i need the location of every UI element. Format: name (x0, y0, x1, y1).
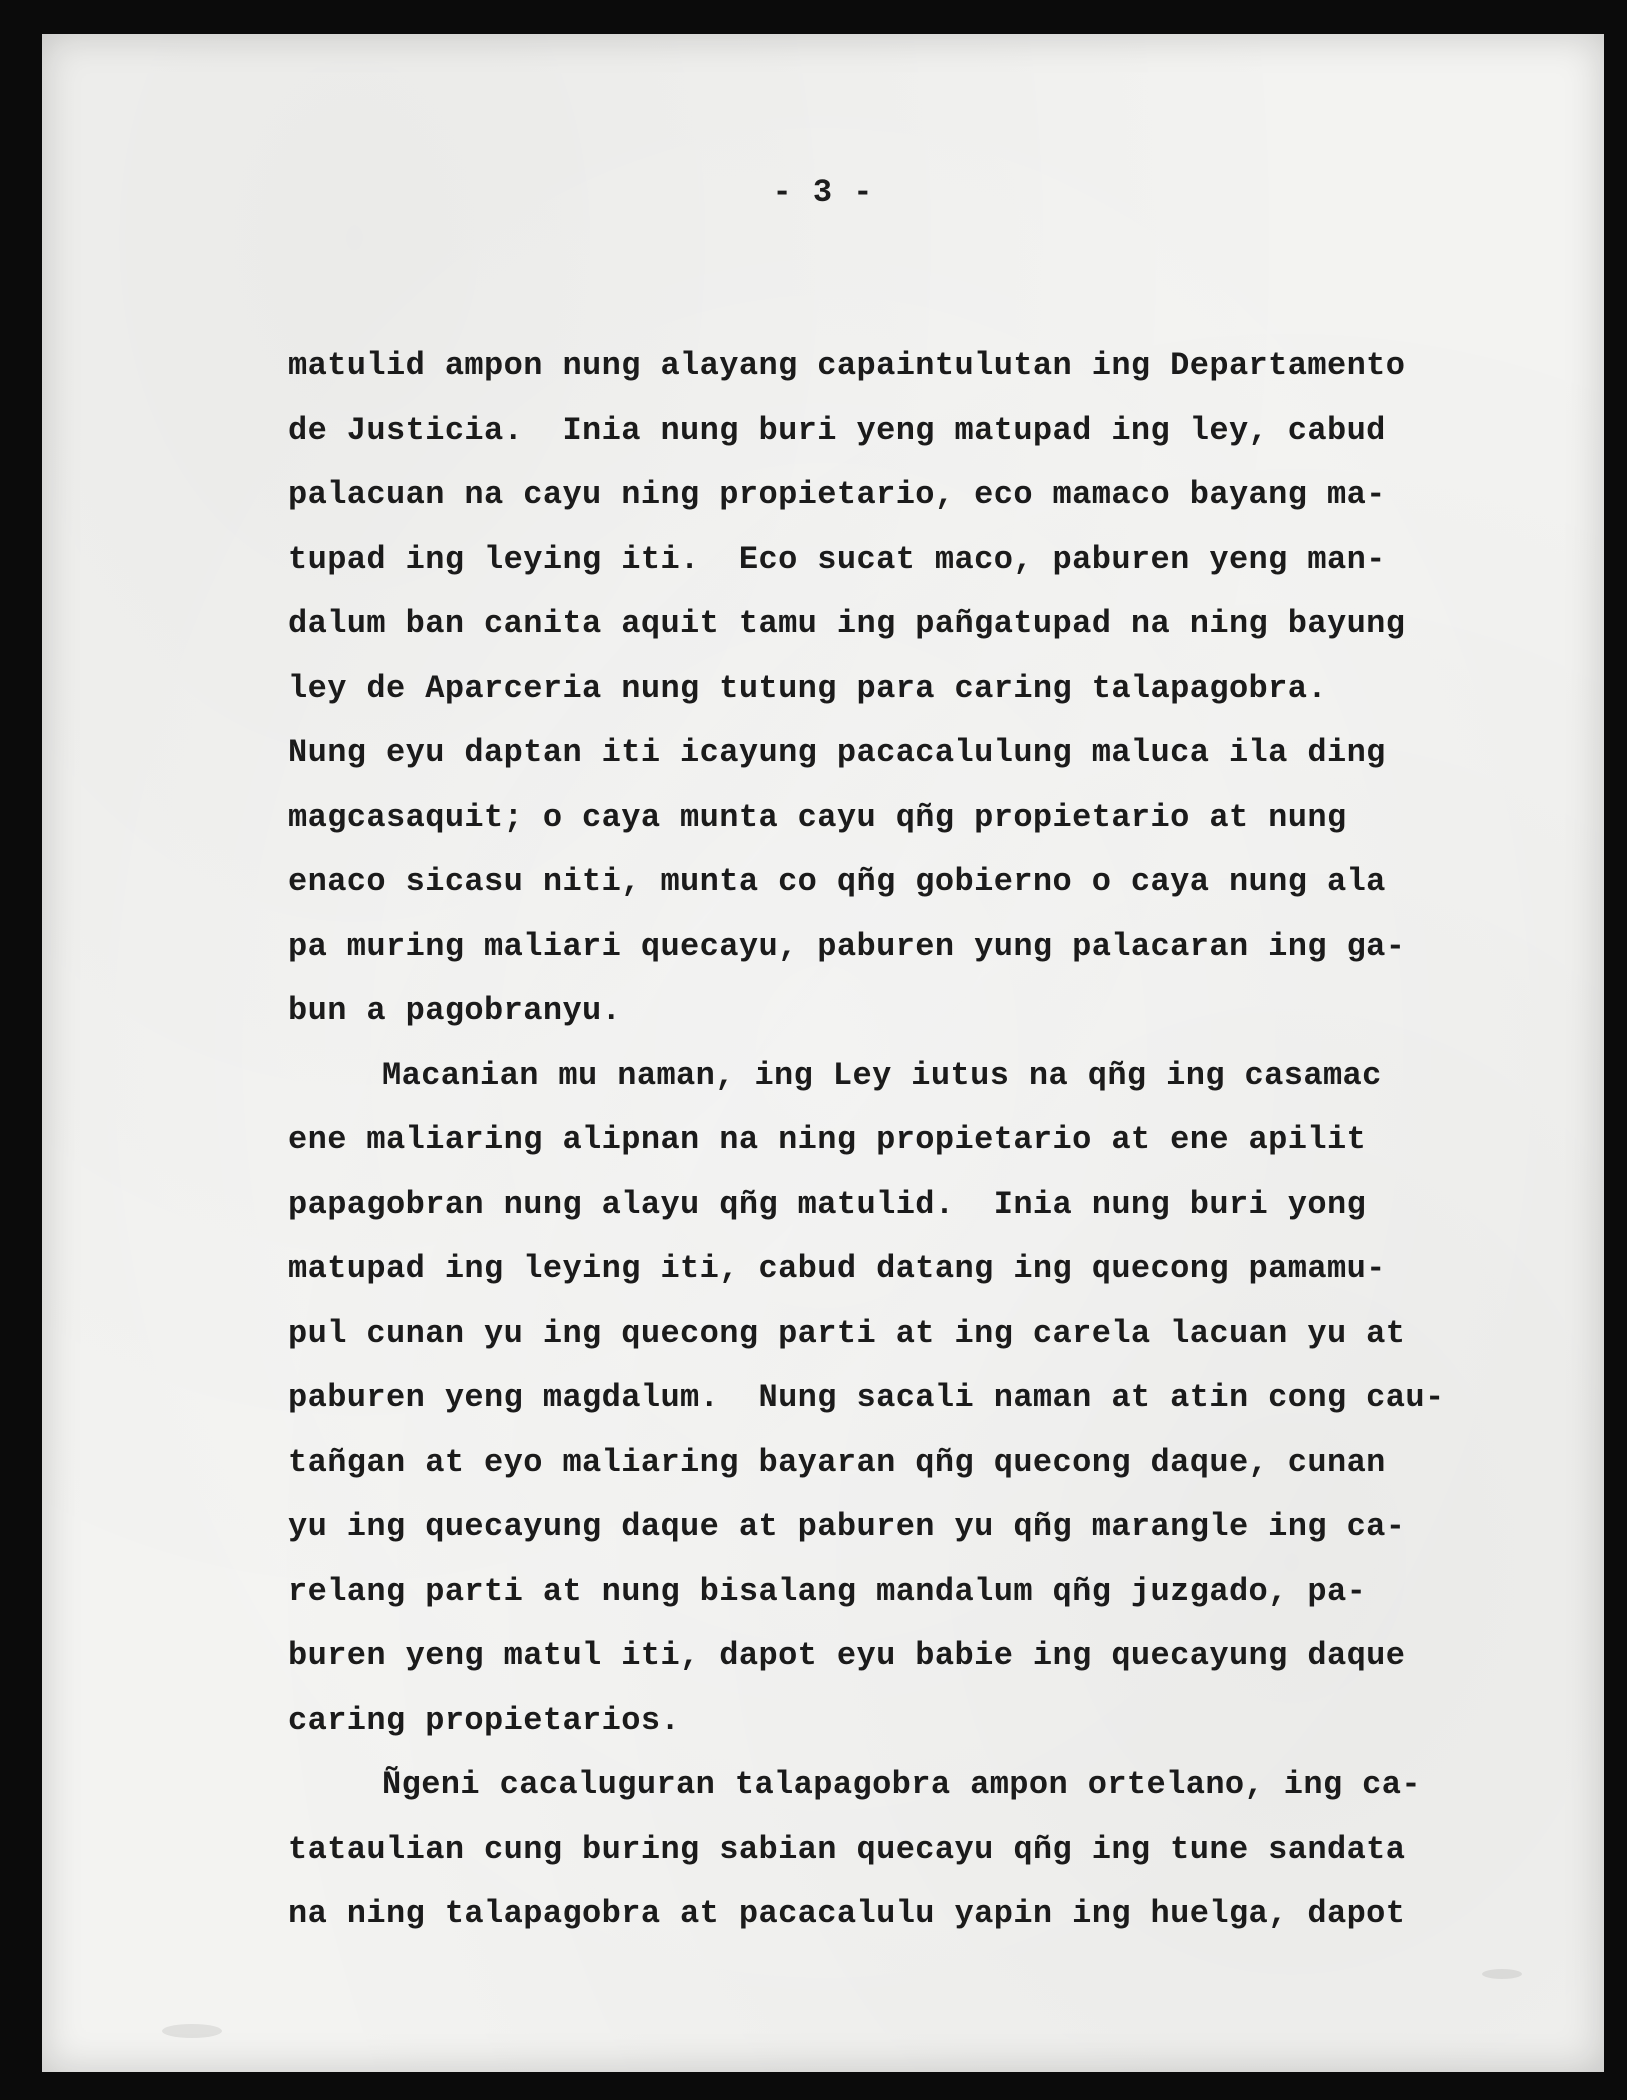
text-line: enaco sicasu niti, munta co qñg gobierno o caya nung ala (288, 863, 1386, 900)
text-line: relang parti at nung bisalang mandalum qñg juzgado, pa- (288, 1572, 1367, 1610)
text-line: tataulian cung buring sabian quecayu qñg ing tune sandata (288, 1830, 1406, 1868)
document-body (288, 334, 1445, 1947)
text-line: de Justicia. Inia nung buri yeng matupad ing ley, cabud (288, 411, 1386, 449)
page-number: - 3 - (772, 174, 874, 211)
text-line: ley de Aparceria nung tutung para caring talapagobra. (288, 669, 1327, 707)
text-line: palacuan na cayu ning propietario, eco mamaco bayang ma- (288, 476, 1386, 513)
text-line: bun a pagobranyu. (288, 992, 622, 1029)
paragraph (288, 1044, 1445, 1754)
text-line: caring propietarios. (288, 1701, 681, 1739)
text-line: ene maliaring alipnan na ning propietario at ene apilit (288, 1121, 1367, 1158)
text-line: dalum ban canita aquit tamu ing pañgatupad na ning bayung (288, 605, 1406, 642)
paragraph (288, 1753, 1438, 1947)
text-line: matulid ampon nung alayang capaintulutan ing Departamento (288, 347, 1406, 384)
text-line: yu ing quecayung daque at paburen yu qñg marangle ing ca- (288, 1508, 1406, 1545)
text-line: paburen yeng magdalum. Nung sacali naman at atin cong cau- (288, 1379, 1445, 1416)
text-line: tupad ing leying iti. Eco sucat maco, paburen yeng man- (288, 540, 1386, 578)
text-line: tañgan at eyo maliaring bayaran qñg quecong daque, cunan (288, 1443, 1386, 1481)
paragraph (288, 334, 1438, 1044)
document-page (42, 34, 1604, 2072)
text-line: na ning talapagobra at pacacalulu yapin ing huelga, dapot (288, 1895, 1406, 1932)
text-line: pa muring maliari quecayu, paburen yung palacaran ing ga- (288, 927, 1406, 965)
text-line: papagobran nung alayu qñg matulid. Inia nung buri yong (288, 1185, 1367, 1223)
text-line: magcasaquit; o caya munta cayu qñg propietario at nung (288, 798, 1347, 836)
text-line: pul cunan yu ing quecong parti at ing carela lacuan yu at (288, 1314, 1406, 1352)
paper-smudge (1482, 1969, 1522, 1979)
text-line: buren yeng matul iti, dapot eyu babie ing quecayung daque (288, 1637, 1406, 1674)
text-line: Macanian mu naman, ing Ley iutus na qñg ing casamac (382, 1056, 1382, 1094)
text-line: matupad ing leying iti, cabud datang ing quecong pamamu- (288, 1250, 1386, 1287)
text-line: Ñgeni cacaluguran talapagobra ampon ortelano, ing ca- (382, 1766, 1421, 1803)
paper-smudge (162, 2024, 222, 2038)
text-line: Nung eyu daptan iti icayung pacacalulung maluca ila ding (288, 734, 1386, 771)
